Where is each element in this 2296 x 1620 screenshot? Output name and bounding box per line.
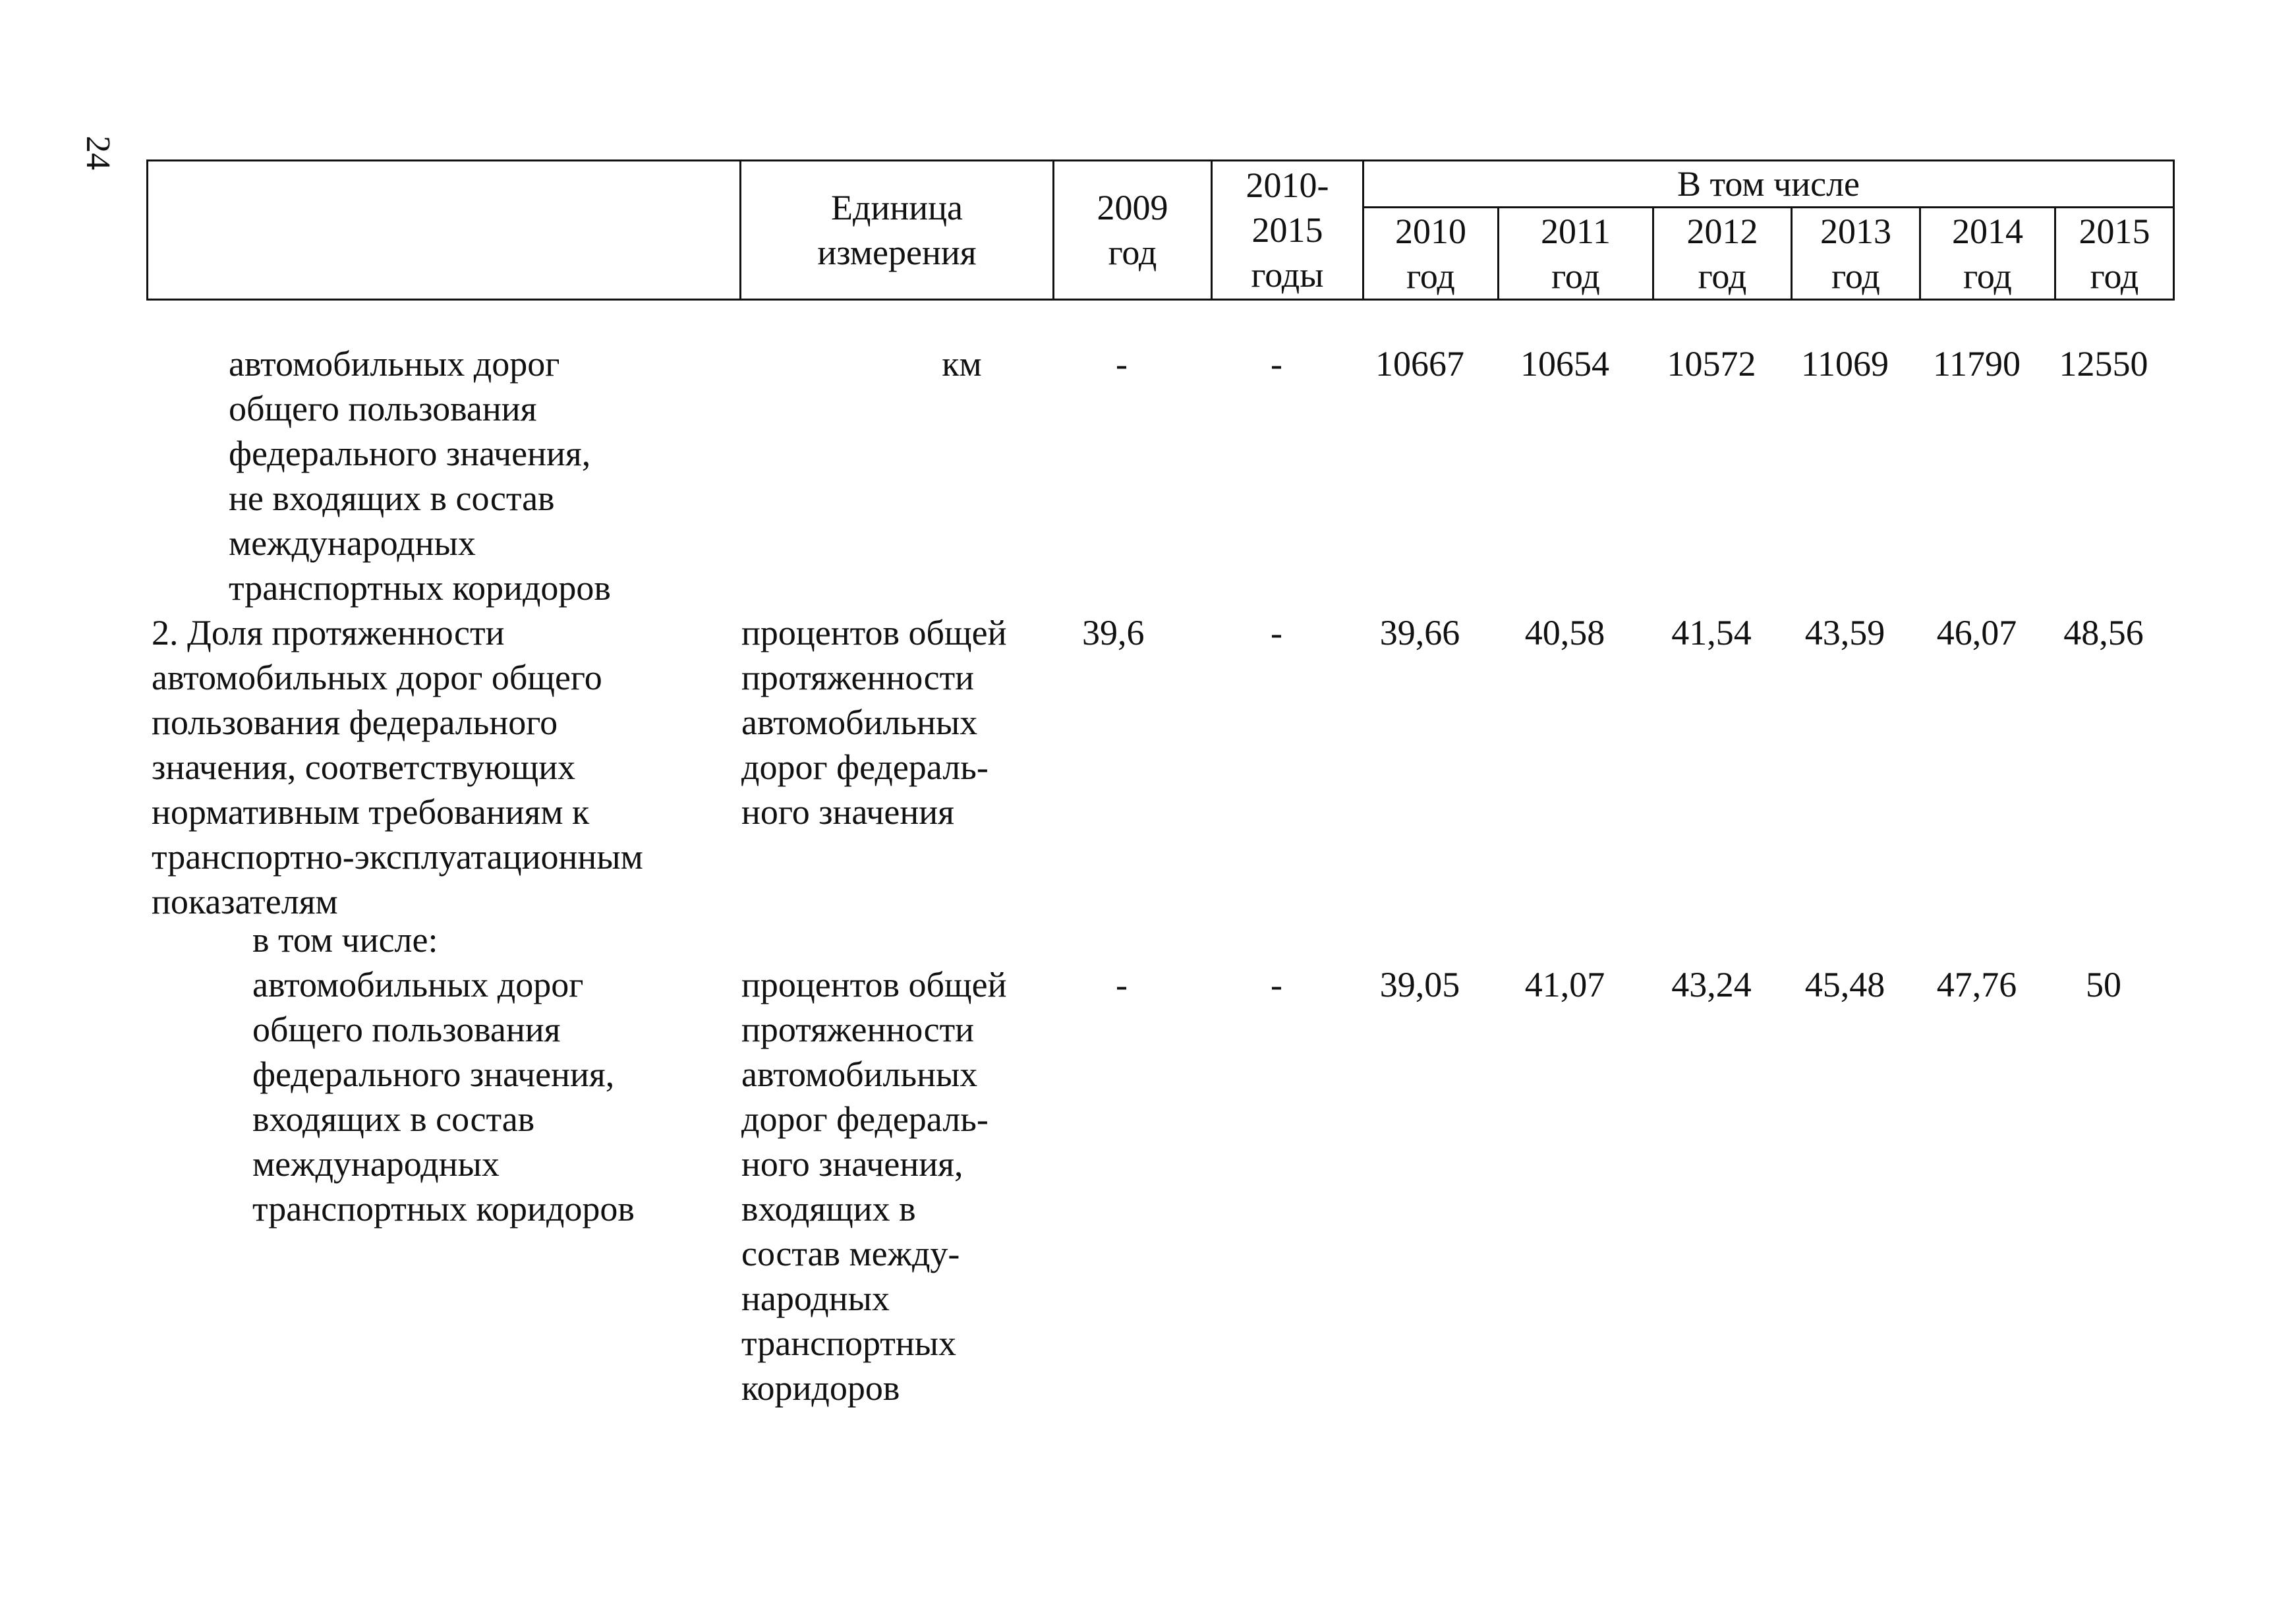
header-unit-line2: измерения [817,233,977,272]
header-year-2014 [1920,208,2055,300]
unit-line: процентов общей [741,965,1007,1004]
header-year-number: 2014 [1952,211,2023,251]
name-line: нормативным требованиям к [152,792,590,832]
unit-line: народных [741,1279,890,1318]
unit-line: коридоров [741,1368,900,1408]
header-2009-cell [1054,161,1212,300]
row1-value-2012: 10572 [1667,344,1756,384]
header-year-2013 [1792,208,1920,300]
unit-line: ного значения [741,792,954,832]
name-line: общего пользования [229,389,537,428]
row2-value-2009 [1043,610,1201,655]
name-line: показателям [152,882,338,921]
row1-unit: км [942,344,982,384]
name-line: международных [252,1144,500,1184]
unit-line: состав между- [741,1234,960,1273]
unit-line: входящих в [741,1189,916,1229]
unit-line: процентов общей [741,613,1007,652]
row3-value-2014: 47,76 [1936,965,2017,1004]
name-line: не входящих в состав [229,478,555,518]
row1-value-2011: 10654 [1520,344,1609,384]
header-year-label: год [1406,256,1455,296]
row1-value-2014: 11790 [1933,344,2021,384]
subheading: в том числе: [252,920,438,960]
header-year-label: год [1698,256,1747,296]
header-year-label: год [2090,256,2139,296]
header-indicator-cell [148,161,741,300]
unit-line: протяженности [741,1010,975,1049]
row3-value-2010: 39,05 [1379,965,1460,1004]
header-year-number: 2015 [2079,211,2150,251]
row1-value-2015: 12550 [2059,344,2148,384]
row2-value-2012: 41,54 [1671,613,1752,652]
header-unit-cell [741,161,1054,300]
name-line: 2. Доля протяженности [152,613,505,652]
unit-line: транспортных [741,1323,957,1363]
header-range-line3: годы [1251,255,1324,295]
name-line: федерального значения, [229,434,591,473]
header-year-2011 [1499,208,1653,300]
header-unit-line1: Единица [830,188,963,227]
header-year-label: год [1831,256,1880,296]
row2-value-2010: 39,66 [1379,613,1460,652]
header-range-line2: 2015 [1251,210,1323,250]
row2-value-2011: 40,58 [1524,613,1605,652]
name-line: общего пользования [252,1010,561,1049]
row3-indicator-name [252,962,635,1231]
header-year-number: 2012 [1686,211,1758,251]
header-year-number: 2013 [1820,211,1891,251]
header-year-2012 [1653,208,1792,300]
name-line: транспортных коридоров [252,1189,635,1229]
header-year-2015 [2055,208,2174,300]
name-line: транспортно-эксплуатационным [152,837,643,877]
name-line: международных [229,523,476,563]
unit-line: автомобильных [741,1055,978,1094]
unit-line: дорог федераль- [741,1099,989,1139]
name-line: пользования федерального [152,703,558,742]
row2-unit [741,610,1006,834]
row2-value-2010-2015: - [1271,613,1282,652]
row3-value-2011: 41,07 [1524,965,1605,1004]
unit-line: протяженности [741,658,975,697]
row3-value-2010-2015: - [1271,965,1282,1004]
page-number: 24 [79,136,117,170]
row2-value-2014: 46,07 [1936,613,2017,652]
name-line: автомобильных дорог [229,344,560,384]
unit-line: автомобильных [741,703,978,742]
name-line: входящих в состав [252,1099,535,1139]
header-year-label: год [1963,256,2012,296]
header-year-number: 2010 [1395,211,1466,251]
header-including-cell: В том числе [1363,161,2174,208]
unit-line: дорог федераль- [741,747,989,787]
row2-value-2015: 48,56 [2063,613,2144,652]
row2-value-2013: 43,59 [1804,613,1885,652]
unit-line: ного значения, [741,1144,963,1184]
header-year-label: год [1551,256,1600,296]
name-line: значения, соответствующих [152,747,576,787]
row1-value-2013: 11069 [1801,344,1889,384]
header-year-2010 [1363,208,1499,300]
row1-value-2009: - [1116,344,1128,384]
row3-value-2012: 43,24 [1671,965,1752,1004]
row3-value-2013: 45,48 [1804,965,1885,1004]
row2-indicator-name [152,610,643,924]
header-year-number: 2011 [1541,211,1611,251]
name-line: федерального значения, [252,1055,615,1094]
value-text: 39,6 [1082,613,1145,652]
row3-unit [741,962,1006,1410]
row3-value-2015: 50 [2086,965,2121,1004]
row1-indicator-name [229,341,611,610]
name-line: автомобильных дорог [252,965,584,1004]
row1-value-2010-2015: - [1271,344,1282,384]
table-header [146,159,2175,301]
header-2009-line2: год [1108,233,1157,272]
name-line: автомобильных дорог общего [152,658,602,697]
row1-value-2010: 10667 [1375,344,1464,384]
name-line: транспортных коридоров [229,568,611,608]
header-2009-line1: 2009 [1097,188,1168,227]
header-range-cell [1212,161,1363,300]
header-range-line1: 2010- [1246,165,1329,205]
row3-value-2009: - [1116,965,1128,1004]
